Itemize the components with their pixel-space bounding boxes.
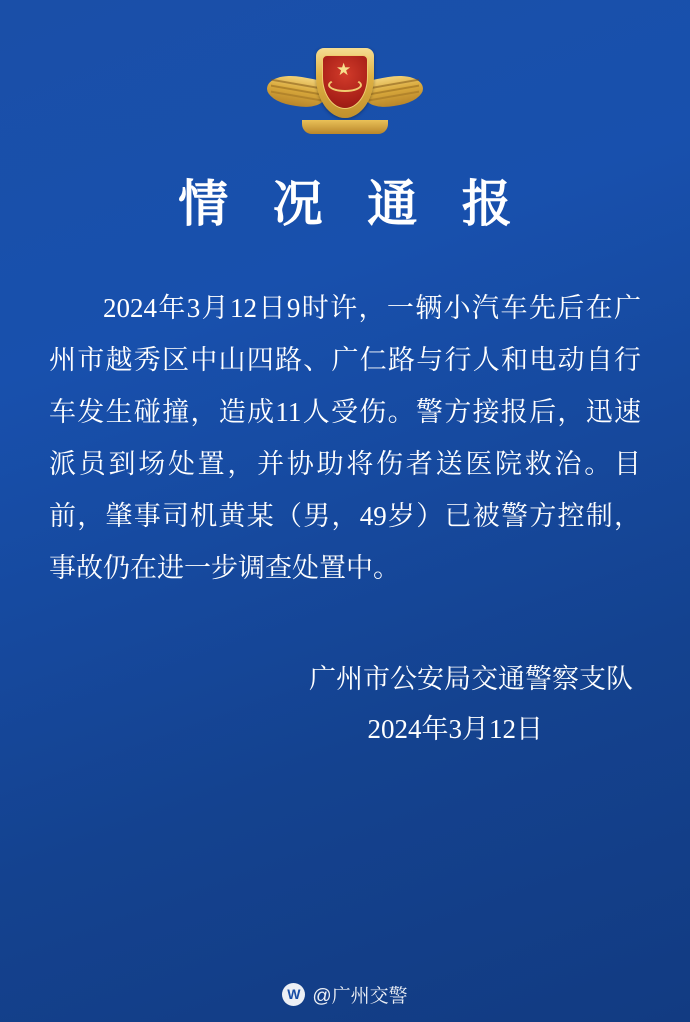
emblem-shield-inner xyxy=(322,55,368,109)
emblem-shield xyxy=(316,48,374,118)
emblem-gear-icon xyxy=(328,78,362,92)
notice-body: 2024年3月12日9时许，一辆小汽车先后在广州市越秀区中山四路、广仁路与行人和电动自行车发生碰撞，造成11人受伤。警方接报后，迅速派员到场处置，并协助将伤者送医院救治。目前，肇事司机黄某（男，49岁）已被警方控制，事故仍在进一步调查处置中。 xyxy=(49,293,641,583)
signature-block xyxy=(49,654,641,754)
footer-handle: @广州交警 xyxy=(312,986,408,1007)
footer-watermark xyxy=(0,981,690,1008)
signature-organization: 广州市公安局交通警察支队 xyxy=(309,664,633,694)
police-emblem xyxy=(265,42,425,134)
page-title: 情 况 通 报 xyxy=(178,176,528,232)
emblem-graphic xyxy=(265,42,425,134)
emblem-base xyxy=(302,120,388,134)
signature-date: 2024年3月12日 xyxy=(367,714,543,744)
weibo-icon: W xyxy=(282,983,305,1006)
